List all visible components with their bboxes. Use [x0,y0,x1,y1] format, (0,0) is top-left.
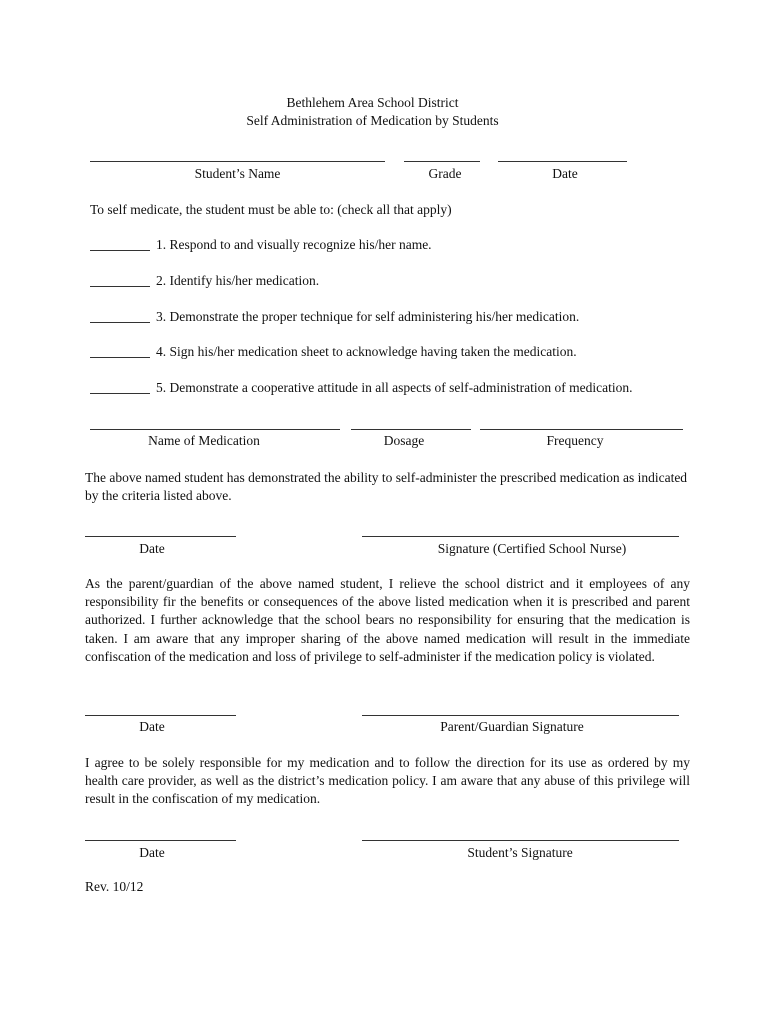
frequency-label: Frequency [546,433,604,448]
nurse-signature-label: Signature (Certified School Nurse) [437,541,627,556]
criteria-item [90,380,632,396]
check-blank[interactable] [90,249,150,251]
student-signature-line[interactable] [362,840,679,841]
form-title: Self Administration of Medication by Students [246,113,499,128]
district-name: Bethlehem Area School District [286,95,459,110]
medication-name-label: Name of Medication [148,433,260,448]
parent-signature-label: Parent/Guardian Signature [440,719,584,734]
student-signature-label: Student’s Signature [467,845,573,860]
criteria-item [90,309,579,325]
medication-name-line[interactable] [90,429,340,430]
criteria-item-text: 5. Demonstrate a cooperative attitude in all aspects of self-administration of medication. [156,380,633,395]
student-agree-date-line[interactable] [85,840,236,841]
criteria-item-text: 4. Sign his/her medication sheet to acknowledge having taken the medication. [156,344,577,359]
parent-date-line[interactable] [85,715,236,716]
parent-signature-line[interactable] [362,715,679,716]
student-statement: I agree to be solely responsible for my medication and to follow the direction for its use as ordered by my health care provider, as well as the district’s medication policy. I am aware that any abuse of this privilege will result in the confiscation of my medication. [85,755,690,807]
dosage-line[interactable] [351,429,471,430]
criteria-item-text: 2. Identify his/her medication. [156,273,320,288]
criteria-item [90,344,577,360]
parent-date-label: Date [139,719,165,734]
nurse-signature-line[interactable] [362,536,679,537]
dosage-label: Dosage [383,433,425,448]
check-blank[interactable] [90,356,150,358]
check-blank[interactable] [90,321,150,323]
nurse-date-line[interactable] [85,536,236,537]
student-date-line[interactable] [498,161,627,162]
criteria-item [90,273,319,289]
student-agree-date-label: Date [139,845,165,860]
student-name-line[interactable] [90,161,385,162]
nurse-date-label: Date [139,541,165,556]
criteria-item [90,237,432,253]
student-name-label: Student’s Name [194,166,281,181]
revision-note: Rev. 10/12 [85,879,144,894]
check-blank[interactable] [90,392,150,394]
grade-line[interactable] [404,161,480,162]
parent-statement: As the parent/guardian of the above named student, I relieve the school district and it employees of any responsibility fir the benefits or consequences of the above listed medication when it is prescribed and parent authorized. I further acknowledge that the school bears no responsibility for ensuring that the medication is taken. I am aware that any improper sharing of the above named medication will result in the immediate confiscation of the medication and loss of privilege to self-administer if the medication policy is violated. [85,576,690,664]
frequency-line[interactable] [480,429,683,430]
criteria-intro: To self medicate, the student must be able to: (check all that apply) [90,202,452,217]
student-date-label: Date [552,166,578,181]
criteria-item-text: 1. Respond to and visually recognize his/her name. [156,237,432,252]
nurse-statement: The above named student has demonstrated the ability to self-administer the prescribed medication as indicated by the criteria listed above. [85,470,688,504]
check-blank[interactable] [90,285,150,287]
criteria-item-text: 3. Demonstrate the proper technique for self administering his/her medication. [156,309,580,324]
grade-label: Grade [428,166,462,181]
